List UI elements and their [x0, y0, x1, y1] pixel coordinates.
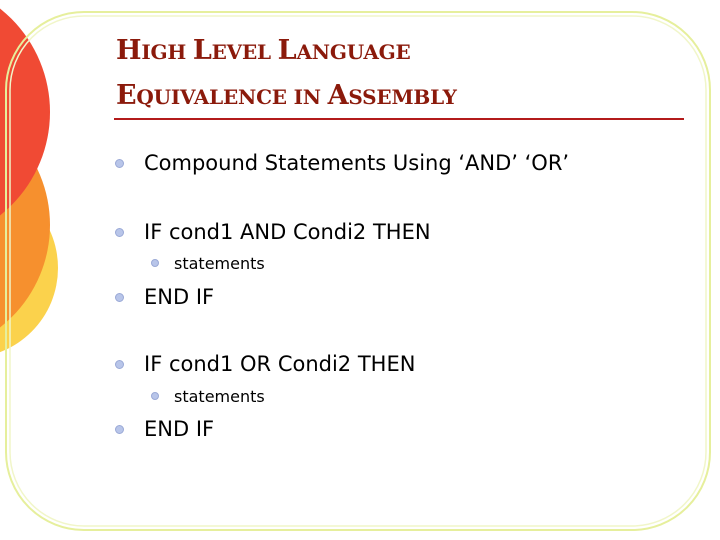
bullet-dot — [115, 360, 124, 369]
bullet-text: END IF — [144, 417, 215, 441]
title-segment: L — [277, 35, 297, 66]
sub-bullet-item — [151, 384, 265, 408]
bullet-dot — [151, 392, 159, 400]
bullet-dot — [115, 159, 124, 168]
bullet-text: IF cond1 OR Condi2 THEN — [144, 352, 416, 376]
title-segment: E — [116, 80, 137, 111]
title-line — [116, 73, 457, 118]
title-segment: ANGUAGE — [296, 40, 411, 64]
bullet-dot — [151, 259, 159, 267]
title-segment: IGH — [141, 40, 193, 64]
slide-title — [116, 28, 457, 118]
bullet-text: IF cond1 AND Condi2 THEN — [144, 220, 431, 244]
bullet-text: Compound Statements Using ‘AND’ ‘OR’ — [144, 151, 570, 175]
title-line — [116, 28, 457, 73]
bullet-dot — [115, 425, 124, 434]
title-segment: QUIVALENCE IN — [136, 85, 328, 109]
sub-bullet-text: statements — [174, 253, 265, 273]
bullet-item — [115, 349, 415, 379]
title-segment: L — [192, 35, 212, 66]
bullet-item — [115, 217, 431, 247]
bullet-text: END IF — [144, 285, 215, 309]
title-rule — [114, 118, 684, 120]
bullet-item — [115, 414, 214, 444]
sub-bullet-text: statements — [174, 386, 265, 406]
title-segment: SSEMBLY — [348, 85, 457, 109]
title-segment: A — [327, 80, 349, 111]
title-segment: EVEL — [211, 40, 278, 64]
bullet-item — [115, 282, 214, 312]
sub-bullet-item — [151, 251, 265, 275]
bullet-dot — [115, 293, 124, 302]
bullet-dot — [115, 228, 124, 237]
bullet-item — [115, 148, 569, 178]
title-segment: H — [116, 35, 142, 66]
